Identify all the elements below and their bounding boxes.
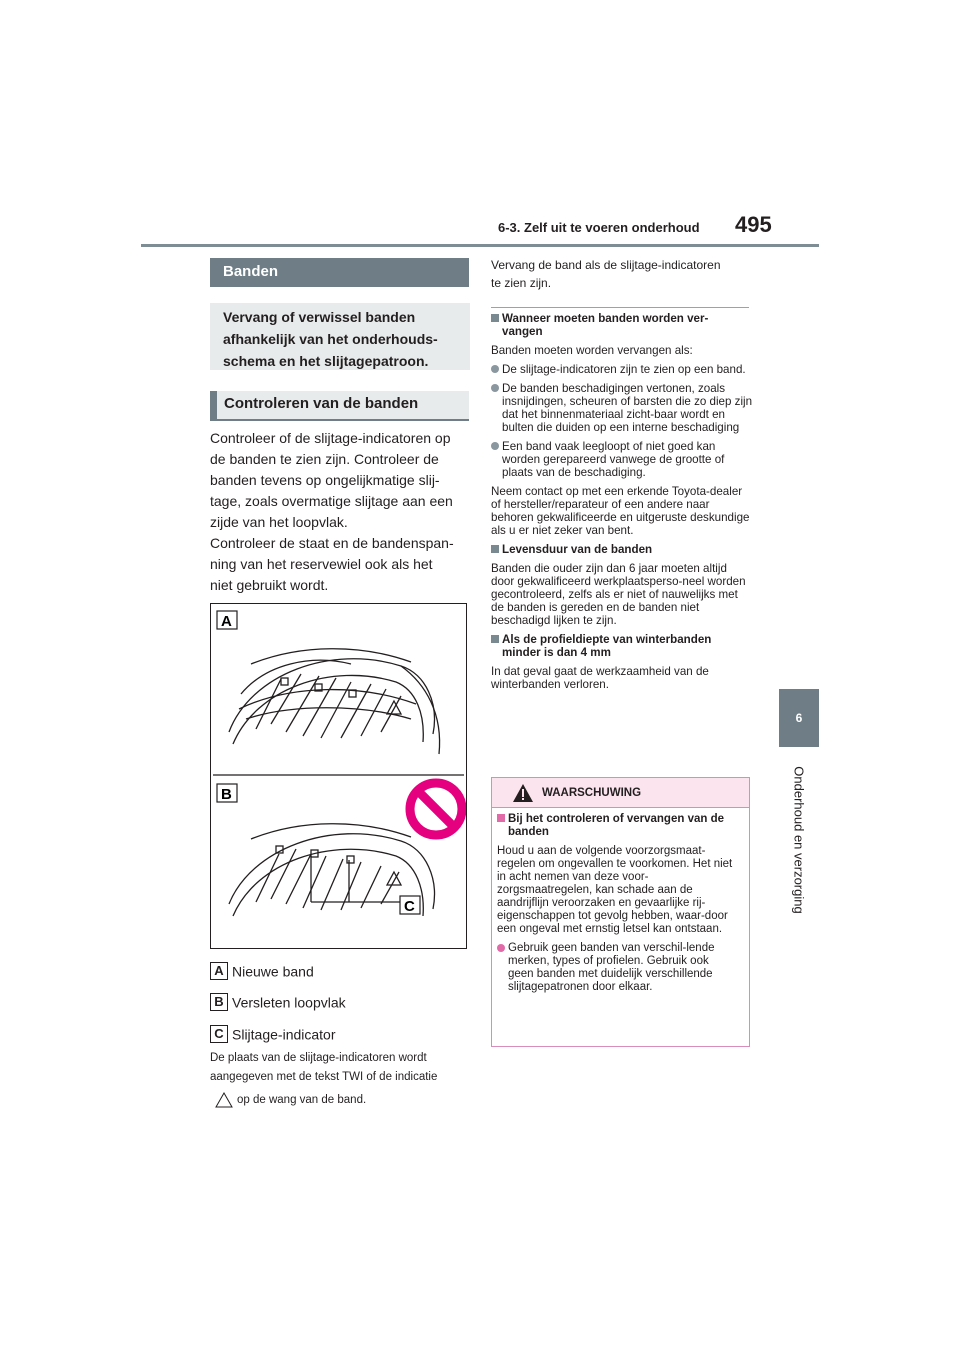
info-block <box>491 312 753 697</box>
legend-label: Versleten loopvlak <box>232 994 346 1011</box>
winter-text: In dat geval gaat de werkzaamheid van de winterbanden verloren. <box>491 665 709 691</box>
warning-subtitle <box>497 813 737 839</box>
prohibit-icon <box>410 783 462 835</box>
body-line: Controleer of de slijtage-indicatoren op <box>210 430 451 446</box>
tire-illustration <box>211 604 466 948</box>
intro-line: afhankelijk van het onderhouds- <box>223 331 438 347</box>
legend-key: B <box>210 993 228 1011</box>
body-text <box>210 428 472 596</box>
replace-intro-line: te zien zijn. <box>491 276 552 290</box>
square-bullet-icon <box>491 635 499 643</box>
legend-label: Slijtage-indicator <box>232 1026 336 1043</box>
life-text: Banden die ouder zijn dan 6 jaar moeten altijd door gekwalificeerd werkplaatsperso-neel worden gecontroleerd, zelfs als er niet of nauwelijks met de banden is gereden en de banden niet beschadigd lijken te zijn. <box>491 562 746 627</box>
note-line: De plaats van de slijtage-indicatoren wordt <box>210 1052 427 1064</box>
figure-label-b: B <box>221 786 232 803</box>
winter-title-text: Als de profieldiepte van winterbanden minder is dan 4 mm <box>502 633 712 659</box>
bullet-item: De banden beschadigingen vertonen, zoals insnijdingen, scheuren of barsten die zo diep zijn dat het binnenmateriaal zicht-baar wordt en bulten die duiden op een interne beschadiging <box>491 382 753 434</box>
life-title-text: Levensduur van de banden <box>502 543 653 556</box>
section-title: Banden <box>210 258 469 287</box>
chapter-title-vertical <box>774 760 824 920</box>
contact-text: Neem contact op met een erkende Toyota-dealer of hersteller/reparateur of een andere naar behoren gekwalificeerde en uitgeruste deskundige als u er niet zeker van bent. <box>491 485 750 537</box>
body-line: ning van het reservewiel ook als het <box>210 556 433 572</box>
bullet-item: De slijtage-indicatoren zijn te zien op een band. <box>491 363 753 376</box>
header-rule <box>141 244 819 247</box>
chapter-title: Onderhoud en verzorging <box>791 766 807 914</box>
warning-body <box>492 808 749 994</box>
figure-label-c: C <box>404 898 415 915</box>
warning-box <box>491 777 750 1047</box>
body-line: zijde van het loopvlak. <box>210 514 348 530</box>
chapter-tab: 6 <box>779 689 819 747</box>
winter-title <box>491 633 753 659</box>
triangle-indicator-icon <box>215 1092 233 1108</box>
warning-header <box>492 778 749 808</box>
warning-text: Houd u aan de volgende voorzorgsmaat-regelen om ongevallen te voorkomen. Het niet in acht nemen van deze voor-zorgsmaatregelen, kan schade aan de aandrijflijn veroorzaken en gevaarlijke rij-eigenschappen tot gevolg hebben, waar-door een ongeval met ernstig letsel kan ontstaan. <box>497 845 733 935</box>
life-title <box>491 543 753 556</box>
legend-item-a <box>210 962 314 980</box>
warning-subtitle-text: Bij het controleren of vervangen van de banden <box>508 813 724 838</box>
note-line: aangegeven met de tekst TWI of de indicatie <box>210 1071 438 1083</box>
figure-label-a: A <box>221 613 232 630</box>
body-line: tage, zoals overmatige slijtage aan een <box>210 493 453 509</box>
square-bullet-icon <box>491 545 499 553</box>
when-title-line: vangen <box>502 325 543 338</box>
replace-intro-line: Vervang de band als de slijtage-indicatoren <box>491 258 721 272</box>
when-title-line: Wanneer moeten banden worden ver- <box>502 312 709 325</box>
square-bullet-icon <box>497 814 505 822</box>
warning-title: WAARSCHUWING <box>542 786 642 799</box>
subsection-title: Controleren van de banden <box>210 391 469 419</box>
intro-box <box>210 303 470 370</box>
twi-note-end <box>215 1092 366 1108</box>
section-header: 6-3. Zelf uit te voeren onderhoud <box>498 220 700 235</box>
legend-key: C <box>210 1025 228 1043</box>
body-line: banden tevens op ongelijkmatige slij- <box>210 472 440 488</box>
intro-line: Vervang of verwissel banden <box>223 309 416 325</box>
body-line: de banden te zien zijn. Controleer de <box>210 451 439 467</box>
body-line: niet gebruikt wordt. <box>210 577 329 593</box>
legend-key: A <box>210 962 228 980</box>
warning-triangle-icon <box>512 783 534 803</box>
intro-line: schema en het slijtagepatroon. <box>223 353 429 369</box>
body-line: Controleer de staat en de bandenspan- <box>210 535 454 551</box>
tire-new-icon <box>229 649 440 754</box>
bullet-item: Een band vaak leegloopt of niet goed kan worden gerepareerd vanwege de grootte of plaats van de beschadiging. <box>491 440 753 479</box>
when-intro: Banden moeten worden vervangen als: <box>491 344 693 357</box>
when-title <box>491 312 753 338</box>
tire-figure <box>210 603 467 949</box>
right-divider <box>491 307 749 308</box>
square-bullet-icon <box>491 314 499 322</box>
legend-item-c <box>210 1025 336 1043</box>
subsection-rule <box>210 419 469 421</box>
warning-bullet: Gebruik geen banden van verschil-lende merken, types of profielen. Gebruik ook geen banden met duidelijk verschillende slijtagepatronen door elkaar. <box>497 942 737 994</box>
legend-item-b <box>210 993 346 1011</box>
legend-label: Nieuwe band <box>232 963 314 980</box>
page-number: 495 <box>735 212 772 237</box>
note-end-text: op de wang van de band. <box>237 1094 367 1107</box>
twi-note <box>210 1049 475 1087</box>
replace-intro <box>491 256 753 292</box>
